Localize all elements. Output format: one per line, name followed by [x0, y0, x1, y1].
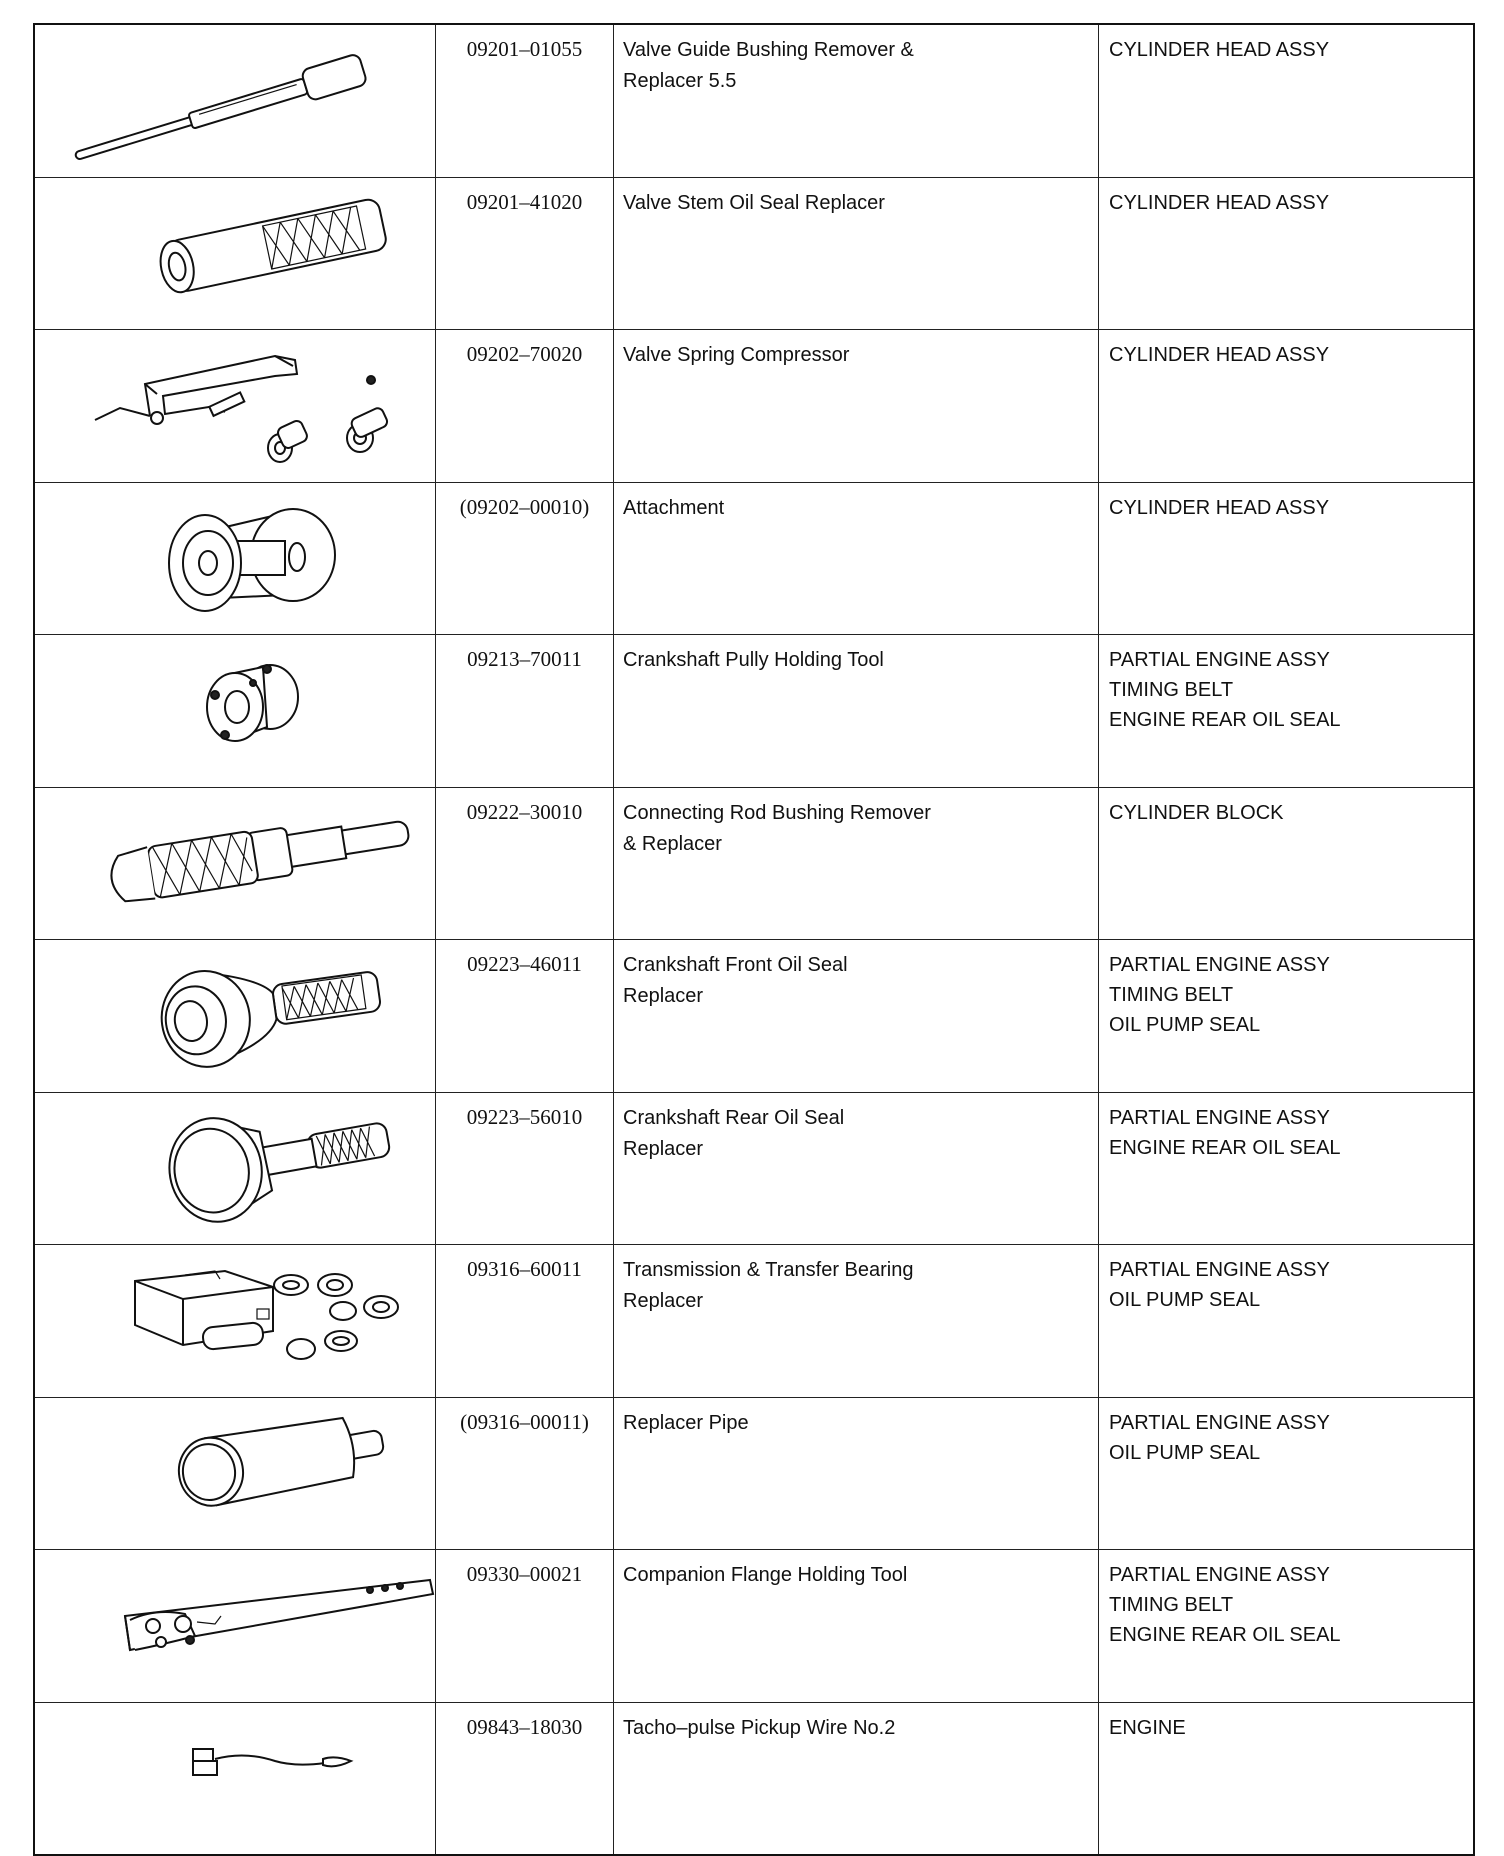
- tool-illustration-cell: [34, 1397, 436, 1550]
- section-line: PARTIAL ENGINE ASSY: [1109, 954, 1330, 976]
- applicable-section: [1099, 787, 1475, 940]
- section-line: TIMING BELT: [1109, 984, 1234, 1006]
- tool-name-line: Crankshaft Pully Holding Tool: [623, 649, 884, 671]
- tool-name-line: Valve Guide Bushing Remover &: [623, 39, 914, 61]
- section-line: PARTIAL ENGINE ASSY: [1109, 1259, 1330, 1281]
- applicable-section: [1099, 1550, 1475, 1703]
- tool-name-line: Valve Spring Compressor: [623, 344, 850, 366]
- section-line: TIMING BELT: [1109, 1594, 1234, 1616]
- tool-name: [614, 177, 1099, 330]
- tool-row: [34, 1702, 1474, 1855]
- tool-illustration-cell: [34, 1092, 436, 1245]
- tool-illustration-cell: [34, 482, 436, 635]
- crankshaft-front-oil-seal-replacer-icon: [35, 940, 435, 1079]
- tool-row: [34, 787, 1474, 940]
- tool-row: [34, 635, 1474, 788]
- tool-name-line: Valve Stem Oil Seal Replacer: [623, 191, 885, 214]
- bearing-replacer-set-icon: [35, 1245, 435, 1384]
- tool-name-line: Companion Flange Holding Tool: [623, 1564, 908, 1586]
- tool-name: [614, 1245, 1099, 1398]
- section-line: ENGINE: [1109, 1716, 1186, 1739]
- section-line: OIL PUMP SEAL: [1109, 1014, 1261, 1036]
- tool-illustration-cell: [34, 787, 436, 940]
- crankshaft-rear-oil-seal-replacer-icon: [35, 1093, 435, 1232]
- part-number: 09222–30010: [436, 787, 614, 940]
- section-line: ENGINE REAR OIL SEAL: [1109, 709, 1341, 731]
- applicable-section: [1099, 1702, 1475, 1855]
- tool-name-line: Replacer: [623, 1290, 704, 1312]
- tool-name-line: Tacho–pulse Pickup Wire No.2: [623, 1716, 896, 1739]
- tool-name-line: Replacer: [623, 985, 704, 1007]
- tool-name: [614, 482, 1099, 635]
- applicable-section: [1099, 177, 1475, 330]
- tool-name: [614, 635, 1099, 788]
- section-line: PARTIAL ENGINE ASSY: [1109, 1106, 1330, 1129]
- connecting-rod-bushing-remover-icon: [35, 788, 435, 927]
- part-number: (09202–00010): [436, 482, 614, 635]
- applicable-section: [1099, 1245, 1475, 1398]
- tool-illustration-cell: [34, 24, 436, 177]
- section-line: PARTIAL ENGINE ASSY: [1109, 649, 1330, 671]
- part-number: 09843–18030: [436, 1702, 614, 1855]
- valve-guide-bushing-remover-icon: [35, 25, 435, 164]
- tool-name: [614, 787, 1099, 940]
- part-number: (09316–00011): [436, 1397, 614, 1550]
- tool-name-line: Crankshaft Rear Oil Seal: [623, 1106, 845, 1129]
- applicable-section: [1099, 1092, 1475, 1245]
- tool-name-line: Connecting Rod Bushing Remover: [623, 801, 931, 824]
- tool-row: [34, 1245, 1474, 1398]
- tool-row: [34, 482, 1474, 635]
- section-line: TIMING BELT: [1109, 679, 1234, 701]
- tool-illustration-cell: [34, 635, 436, 788]
- applicable-section: [1099, 330, 1475, 483]
- section-line: PARTIAL ENGINE ASSY: [1109, 1411, 1330, 1434]
- tool-name: [614, 1550, 1099, 1703]
- tacho-pulse-pickup-wire-icon: [35, 1703, 435, 1842]
- tool-name-line: & Replacer: [623, 832, 722, 855]
- tool-name-line: Replacer 5.5: [623, 70, 737, 92]
- tool-row: [34, 1397, 1474, 1550]
- applicable-section: [1099, 482, 1475, 635]
- section-line: ENGINE REAR OIL SEAL: [1109, 1624, 1341, 1646]
- tool-illustration-cell: [34, 330, 436, 483]
- tool-name: [614, 1397, 1099, 1550]
- applicable-section: [1099, 1397, 1475, 1550]
- tool-name-line: Attachment: [623, 496, 725, 519]
- tool-illustration-cell: [34, 1550, 436, 1703]
- tool-row: [34, 1092, 1474, 1245]
- part-number: 09201–41020: [436, 177, 614, 330]
- tool-illustration-cell: [34, 1702, 436, 1855]
- attachment-icon: [35, 483, 435, 622]
- tool-row: [34, 1550, 1474, 1703]
- tool-row: [34, 330, 1474, 483]
- tool-name-line: Transmission & Transfer Bearing: [623, 1259, 914, 1281]
- replacer-pipe-icon: [35, 1398, 435, 1537]
- section-line: CYLINDER HEAD ASSY: [1109, 344, 1330, 366]
- part-number: 09202–70020: [436, 330, 614, 483]
- tool-illustration-cell: [34, 940, 436, 1093]
- tool-row: [34, 177, 1474, 330]
- tool-name-line: Replacer: [623, 1137, 704, 1160]
- tool-name: [614, 330, 1099, 483]
- tool-name-line: Crankshaft Front Oil Seal: [623, 954, 848, 976]
- part-number: 09330–00021: [436, 1550, 614, 1703]
- companion-flange-holding-tool-icon: [35, 1550, 435, 1689]
- section-line: CYLINDER HEAD ASSY: [1109, 39, 1330, 61]
- tool-row: [34, 24, 1474, 177]
- tool-name: [614, 1092, 1099, 1245]
- valve-stem-oil-seal-replacer-icon: [35, 178, 435, 317]
- tool-name: [614, 940, 1099, 1093]
- applicable-section: [1099, 940, 1475, 1093]
- part-number: 09223–56010: [436, 1092, 614, 1245]
- crankshaft-pulley-holding-tool-icon: [35, 635, 435, 774]
- section-line: OIL PUMP SEAL: [1109, 1289, 1261, 1311]
- tool-name: [614, 24, 1099, 177]
- section-line: CYLINDER HEAD ASSY: [1109, 191, 1330, 214]
- applicable-section: [1099, 24, 1475, 177]
- part-number: 09316–60011: [436, 1245, 614, 1398]
- special-service-tools-table: [33, 23, 1475, 1856]
- tool-name: [614, 1702, 1099, 1855]
- applicable-section: [1099, 635, 1475, 788]
- section-line: CYLINDER HEAD ASSY: [1109, 496, 1330, 519]
- tool-row: [34, 940, 1474, 1093]
- part-number: 09223–46011: [436, 940, 614, 1093]
- tool-name-line: Replacer Pipe: [623, 1411, 749, 1434]
- section-line: PARTIAL ENGINE ASSY: [1109, 1564, 1330, 1586]
- part-number: 09213–70011: [436, 635, 614, 788]
- part-number: 09201–01055: [436, 24, 614, 177]
- tool-illustration-cell: [34, 1245, 436, 1398]
- section-line: CYLINDER BLOCK: [1109, 801, 1284, 824]
- tool-illustration-cell: [34, 177, 436, 330]
- section-line: OIL PUMP SEAL: [1109, 1441, 1261, 1464]
- valve-spring-compressor-icon: [35, 330, 435, 469]
- section-line: ENGINE REAR OIL SEAL: [1109, 1136, 1341, 1159]
